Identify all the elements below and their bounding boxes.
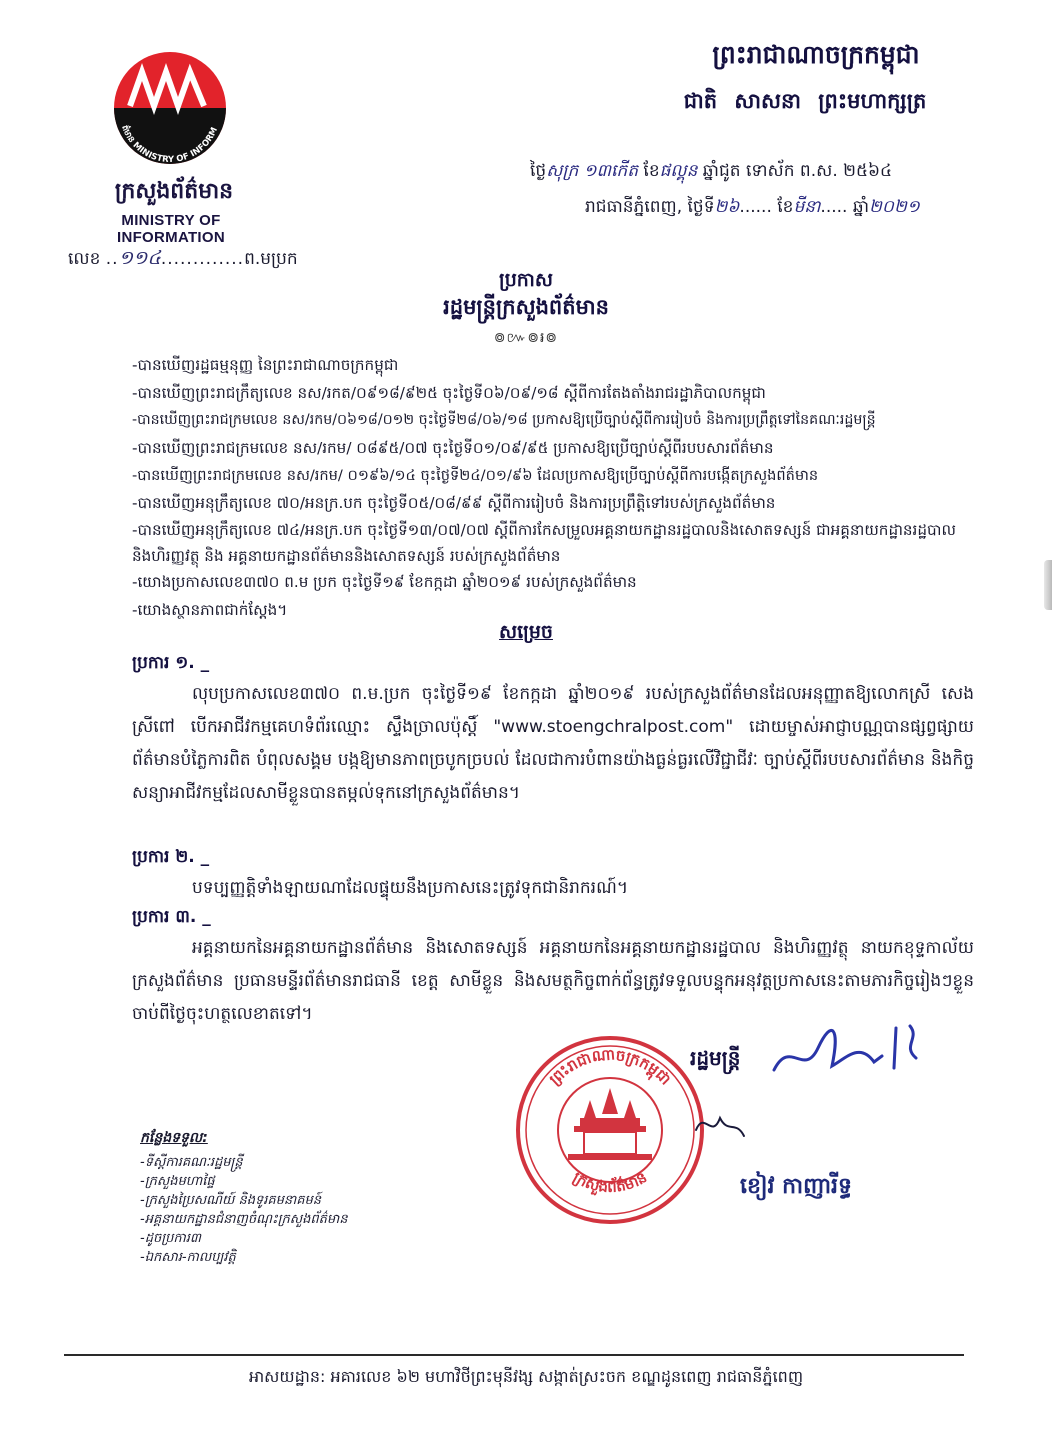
consideration-item: -បានឃើញព្រះរាជក្រឹត្យលេខ នស/រកត/០៩១៨/៩២៥ ចុះថ្ងៃទី០៦/០៩/១៨ ស្តីពីការតែងតាំងរាជរដ្ឋាភិបាលកម្ពុជា [132,383,766,402]
recipient-item: -ដូចប្រការ៣ [140,1231,201,1246]
consideration-item: -យោងប្រកាសលេខ៣៧០ ព.ម ប្រក ចុះថ្ងៃទី១៩ ខែកក្កដា ឆ្នាំ២០១៩ របស់ក្រសួងព័ត៌មាន [132,573,637,591]
issuer-title: រដ្ឋមន្ត្រីក្រសួងព័ត៌មាន [443,295,609,319]
lunar-month-handwritten: ផល្គុន [659,161,698,181]
footer-divider [64,1354,964,1356]
consideration-item: -បានឃើញអនុក្រឹត្យលេខ ៧៤/អនក្រ.បក ចុះថ្ងៃទី១៣/០៧/០៧ ស្តីពីការកែសម្រួលអគ្គនាយកដ្ឋានរដ្ឋបាលនិងសោតទស្សន៍ ជាអគ្គនាយកដ្ឋានរដ្ឋបាលនិងហិរញ្ញវត្ថុ និង អគ្គនាយកដ្ឋានព័ត៌មាននិងសោតទស្សន៍ របស់ក្រសួងព័ត៌មាន [132,521,956,565]
ministry-name-khmer: ក្រសួងព័ត៌មាន [114,179,234,204]
decision-heading: សម្រេច [499,621,553,643]
ministry-logo [100,42,240,182]
initial-mark [690,1100,750,1150]
recipient-item: -ក្រសួងមហាផ្ទៃ [140,1174,215,1189]
consideration-item: -បានឃើញរដ្ឋធម្មនុញ្ញ នៃព្រះរាជាណាចក្រកម្ពុជា [132,356,399,374]
lunar-day-handwritten: សុក្រ ១៣កើត [546,161,639,181]
article-1-label: ប្រការ ១. _ [132,653,210,673]
recipients-list [140,1153,348,1267]
recipients-title: កន្លែងទទួល: [140,1130,208,1146]
seal-text-bottom: ក្រសួងព័ត៌មាន [569,1167,651,1196]
consideration-item: -បានឃើញព្រះរាជក្រមលេខ នស/រកម/ ០១៩៦/១៤ ចុះថ្ងៃទី២៤/០១/៩៦ ដែលប្រកាសឱ្យប្រើច្បាប់ស្តីពីការបង្កើតក្រសួងព័ត៌មាន [132,467,819,484]
seal-text-top: ព្រះរាជាណាចក្រកម្ពុជា [545,1045,675,1089]
article-3-text: អគ្គនាយកនៃអគ្គនាយកដ្ឋានព័ត៌មាន និងសោតទស្សន៍ អគ្គនាយកនៃអគ្គនាយកដ្ឋានរដ្ឋបាល និងហិរញ្ញវត្ថុ នាយកខុទ្ទកាល័យក្រសួងព័ត៌មាន ប្រធានមន្ទីរព័ត៌មានរាជធានី ខេត្ត សាមីខ្លួន និងសមត្ថកិច្ចពាក់ព័ន្ធត្រូវទទួលបន្ទុកអនុវត្តប្រកាសនេះតាមភារកិច្ចរៀងៗខ្លួនចាប់ពីថ្ងៃចុះហត្ថលេខាតទៅ។ [132,938,974,1024]
solar-year-handwritten: ២០២១ [869,197,920,217]
reference-number: លេខ ..១១៤.............ព.មប្រក [68,247,298,269]
kingdom-title: ព្រះរាជាណាចក្រកម្ពុជា [712,40,920,69]
considerations-list [132,352,992,624]
article-3-label: ប្រការ ៣. _ [132,907,211,927]
solar-day-handwritten: ២៦ [714,197,740,217]
svg-text:ក្រសួងព័ត៌មាន [570,1168,650,1197]
lunar-year-text: ឆ្នាំជូត ទោស័ក ព.ស. ២៥៦៤ [702,161,893,181]
national-motto: ជាតិ សាសនា ព្រះមហាក្សត្រ [683,89,927,113]
ref-number: ១១៤ [118,247,161,269]
footer-address: អាសយដ្ឋាន: អគារលេខ ៦២ មហាវិថីព្រះមុនីវង្ស សង្កាត់ស្រះចក ខណ្ឌដូនពេញ រាជធានីភ្នំពេញ [248,1367,804,1386]
ref-prefix: លេខ [68,249,101,269]
article-1-text: លុបប្រកាសលេខ៣៧០ ព.ម.ប្រក ចុះថ្ងៃទី១៩ ខែកក្កដា ឆ្នាំ២០១៩ របស់ក្រសួងព័ត៌មានដែលអនុញ្ញាតឱ្យលោកស្រី សេង ស្រីពៅ បើកអាជីវកម្មគេហទំព័រឈ្មោះ ស្ទឹងច្រាលប៉ុស្តិ៍ "www.stoengchralpost.com" ដោយម្ចាស់អាជ្ញាបណ្ណបានផ្សព្វផ្សាយព័ត៌មានបំភ្លៃការពិត បំពុលសង្គម បង្កឱ្យមានភាពច្របូកច្របល់ ដែលជាការបំពានយ៉ាងធ្ងន់ធ្ងរលើវិជ្ជាជីវៈ ច្បាប់ស្តីពីរបបសារព័ត៌មាន និងកិច្ចសន្យាអាជីវកម្មដែលសាមីខ្លួនបានតម្កល់ទុកនៅក្រសួងព័ត៌មាន។ [132,684,974,803]
ref-suffix: ព.មប្រក [244,249,298,269]
recipient-item: -អគ្គនាយកដ្ឋានជំនាញចំណុះក្រសួងព័ត៌មាន [140,1212,348,1227]
scroll-thumb[interactable] [1044,560,1052,610]
logo-ring-text: ត៌មាន MINISTRY OF INFORM [119,124,221,166]
minister-title: រដ្ឋមន្ត្រី [690,1046,741,1070]
recipients-block [140,1128,348,1267]
article-2-text: បទប្បញ្ញត្តិទាំងឡាយណាដែលផ្ទុយនឹងប្រកាសនេះត្រូវទុកជានិរាករណ៍។ [192,878,629,898]
solar-month-handwritten: មីនា [793,197,821,217]
lunar-date-prefix: ថ្ងៃ [530,161,547,181]
consideration-item: -យោងស្ថានភាពជាក់ស្តែង។ [132,600,288,619]
lunar-date [530,160,892,185]
minister-signature [770,1018,940,1088]
official-seal [510,1030,710,1230]
recipient-item: -ក្រសួងប្រៃសណីយ៍ និងទូរគមនាគមន៍ [140,1193,321,1208]
consideration-item: -បានឃើញអនុក្រឹត្យលេខ ៧០/អនក្រ.បក ចុះថ្ងៃទី០៥/០៨/៩៩ ស្តីពីការរៀបចំ និងការប្រព្រឹត្តិទៅរបស់ក្រសួងព័ត៌មាន [132,493,776,512]
document-type-title: ប្រកាស [499,269,553,291]
solar-date: រាជធានីភ្នំពេញ, ថ្ងៃទី២៦...... ខែមីនា..... ឆ្នាំ២០២១ [585,197,920,217]
recipient-item: -ទីស្តីការគណៈរដ្ឋមន្ត្រី [140,1155,243,1170]
minister-name: ខៀវ កាញារីទ្ធ [740,1174,852,1199]
solar-date-prefix: រាជធានីភ្នំពេញ, ថ្ងៃទី [585,197,715,217]
consideration-item: -បានឃើញព្រះរាជក្រមលេខ នស/រកម/ ០៨៩៥/០៧ ចុះថ្ងៃទី០១/០៩/៩៥ ប្រកាសឱ្យប្រើច្បាប់ស្តីពីរបបសារព័ត៌មាន [132,438,774,457]
lunar-month-label: ខែ [643,161,660,181]
recipient-item: -ឯកសារ-កាលប្បវត្តិ [140,1250,236,1265]
article-2-label: ប្រការ ២. _ [132,847,210,867]
consideration-item: -បានឃើញព្រះរាជក្រមលេខ នស/រកម/០៦១៨/០១២ ចុះថ្ងៃទី២៨/០៦/១៨ ប្រកាសឱ្យប្រើច្បាប់ស្តីពីការរៀបចំ និងការប្រព្រឹត្តទៅនៃគណៈរដ្ឋមន្ត្រី [132,412,876,428]
title-ornament: ៙៚៙៛៙ [493,330,559,346]
solar-year-label: ឆ្នាំ [852,197,870,217]
solar-month-label: ខែ [777,197,794,217]
ministry-name-english: MINISTRY OF INFORMATION [116,212,225,246]
